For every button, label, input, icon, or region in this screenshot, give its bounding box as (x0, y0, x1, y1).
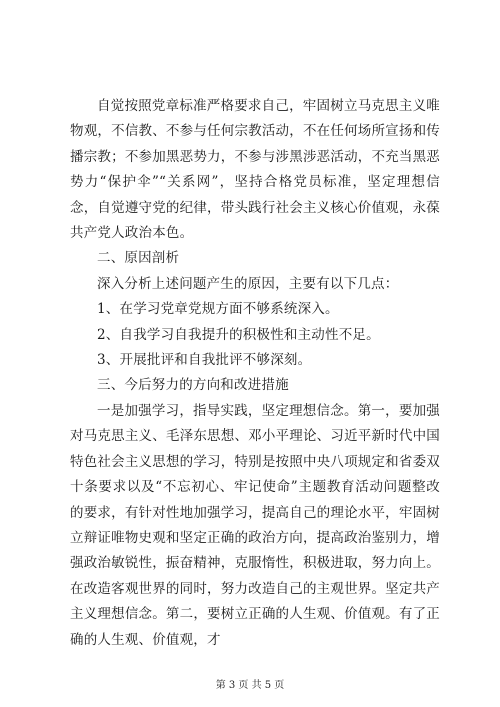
page-number-footer: 第 3 页 共 5 页 (215, 680, 285, 691)
list-item-cause-3: 3、开展批评和自我批评不够深刻。 (97, 352, 312, 369)
document-body (70, 94, 440, 653)
list-item-cause-1: 1、在学习党章党规方面不够系统深入。 (97, 301, 339, 318)
section-heading-cause-analysis: 二、原因剖析 (97, 250, 180, 267)
paragraph-self-discipline: 自觉按照党章标准严格要求自己，牢固树立马克思主义唯物观，不信教、不参与任何宗教活动，不在任何场所宣扬和传播宗教；不参加黑恶势力，不参与涉黑涉恶活动，不充当黑恶势力“保护伞”“关系网”，坚持合格党员标准，坚定理想信念，自觉遵守党的纪律，带头践行社会主义核心价值观，永葆共产党人政治本色。 (70, 98, 440, 242)
list-item-cause-2: 2、自我学习自我提升的积极性和主动性不足。 (97, 326, 380, 343)
paragraph-analysis-intro: 深入分析上述问题产生的原因，主要有以下几点： (97, 275, 399, 292)
section-heading-improvement: 三、今后努力的方向和改进措施 (97, 377, 289, 394)
paragraph-strengthen-study: 一是加强学习，指导实践，坚定理想信念。第一，要加强对马克思主义、毛泽东思想、邓小平理论、习近平新时代中国特色社会主义思想的学习，特别是按照中央八项规定和省委双十条要求以及“不忘初心、牢记使命”主题教育活动问题整改的要求，有针对性地加强学习，提高自己的理论水平，牢固树立辩证唯物史观和坚定正确的政治方向，提高政治鉴别力，增强政治敏锐性，振奋精神，克服惰性，积极进取，努力向上。在改造客观世界的同时，努力改造自己的主观世界。坚定共产主义理想信念。第二，要树立正确的人生观、价值观。有了正确的人生观、价值观，才 (70, 402, 440, 648)
